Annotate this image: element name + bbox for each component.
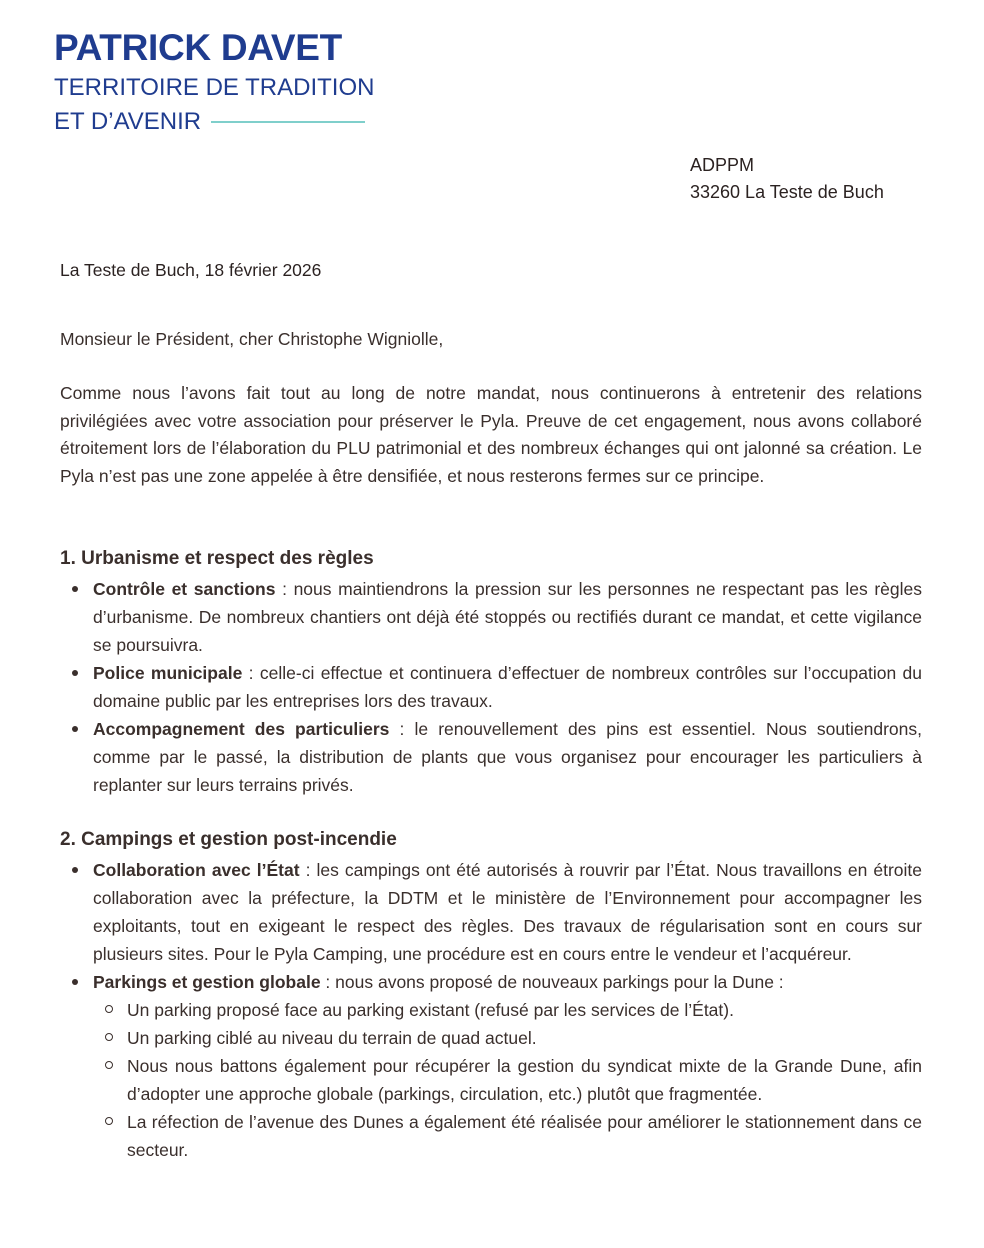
intro-paragraph: Comme nous l’avons fait tout au long de notre mandat, nous continuerons à entretenir des relations privilégiées avec votre association pour préserver le Pyla. Preuve de cet engagement, nous avons collaboré étroitement lors de l’élaboration du PLU patrimonial et des nombreux échanges qui ont jalonné sa création. Le Pyla n’est pas une zone appelée à être densifiée, et nous resterons fermes sur ce principe. [60,383,922,486]
logo-accent-line [211,121,365,123]
item-label: Accompagnement des particuliers [93,719,390,739]
item-label: Collaboration avec l’État [93,860,300,880]
section-urbanisme [60,545,922,799]
item-label: Contrôle et sanctions [93,579,276,599]
sub-list [93,996,922,1164]
section-heading: 1. Urbanisme et respect des règles [60,548,374,569]
recipient-line2: 33260 La Teste de Buch [690,182,884,202]
item-text: : le renouvellement des pins est essentiel. Nous soutiendrons, comme par le passé, la distribution de plants que vous organisez pour encourager les particuliers à replanter sur leurs terrains privés. [93,719,922,795]
list-item [60,968,922,1164]
bullet-list [60,575,922,799]
list-item [60,575,922,659]
bullet-list [60,856,922,1164]
item-label: Police municipale [93,663,243,683]
recipient-line1: ADPPM [690,155,755,175]
dateline: La Teste de Buch, 18 février 2026 [60,260,322,280]
item-text: : celle-ci effectue et continuera d’effectuer de nombreux contrôles sur l’occupation du domaine public par les entreprises lors des travaux. [93,663,923,711]
sub-list-item: La réfection de l’avenue des Dunes a également été réalisée pour améliorer le stationnement dans ce secteur. [93,1108,922,1164]
list-item [60,856,922,968]
item-text: : les campings ont été autorisés à rouvrir par l’État. Nous travaillons en étroite collaboration avec la préfecture, la DDTM et le ministère de l’Environnement pour accompagner les exploitants, tout en exigeant le respect des règles. Des travaux de régularisation sont en cours sur plusieurs sites. Pour le Pyla Camping, une procédure est en cours entre le vendeur et l’acquéreur. [93,860,923,964]
salutation: Monsieur le Président, cher Christophe Wigniolle, [60,329,444,349]
logo-name: PATRICK DAVET [54,27,342,68]
logo-tagline-line2: ET D’AVENIR [54,108,202,135]
list-item [60,715,922,799]
item-text: : nous avons proposé de nouveaux parkings pour la Dune : [320,972,784,992]
sub-list-item: Un parking ciblé au niveau du terrain de quad actuel. [93,1024,922,1052]
campaign-logo [54,28,374,136]
sub-list-item: Un parking proposé face au parking existant (refusé par les services de l’État). [93,996,922,1024]
list-item [60,659,922,715]
sub-list-item: Nous nous battons également pour récupérer la gestion du syndicat mixte de la Grande Dune, afin d’adopter une approche globale (parkings, circulation, etc.) plutôt que fragmentée. [93,1052,922,1108]
item-label: Parkings et gestion globale [93,972,321,992]
section-heading: 2. Campings et gestion post-incendie [60,829,397,850]
recipient-address [690,152,884,206]
logo-tagline-line1: TERRITOIRE DE TRADITION [54,74,375,101]
section-campings [60,826,922,1164]
logo-tagline-line2-row [54,108,374,136]
item-text: : nous maintiendrons la pression sur les personnes ne respectant pas les règles d’urbanisme. De nombreux chantiers ont déjà été stoppés ou rectifiés durant ce mandat, et cette vigilance se poursuivra. [93,579,922,655]
